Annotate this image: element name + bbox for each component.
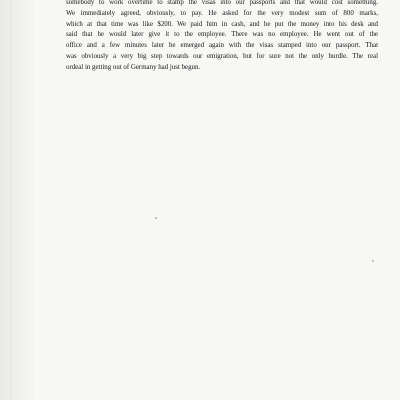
binding-edge bbox=[0, 0, 34, 400]
paragraph-line: which at that time was like $200. We paid him in cash, and he put the money into his desk and bbox=[66, 20, 378, 28]
paragraph-line: office and a few minutes later he emerged again with the visas stamped into our passport. That bbox=[66, 42, 378, 50]
paragraph-line: ordeal in getting out of Germany had just begun. bbox=[66, 63, 201, 71]
body-paragraph bbox=[66, 0, 378, 74]
binding-line bbox=[10, 0, 11, 400]
scan-speck bbox=[372, 260, 374, 262]
paragraph-line: somebody to work overtime to stamp the visas into our passports and that would cost something. bbox=[66, 0, 378, 6]
scan-speck bbox=[155, 217, 157, 219]
paragraph-line: said that he would later give it to the employee. There was no employee. He went out of the bbox=[66, 31, 378, 39]
paragraph-line: We immediately agreed, obviously, to pay. He asked for the very modest sum of 800 marks, bbox=[66, 9, 378, 17]
paragraph-line: was obviously a very big step towards our emigration, but for sure not the only hurdle. The real bbox=[66, 52, 378, 60]
